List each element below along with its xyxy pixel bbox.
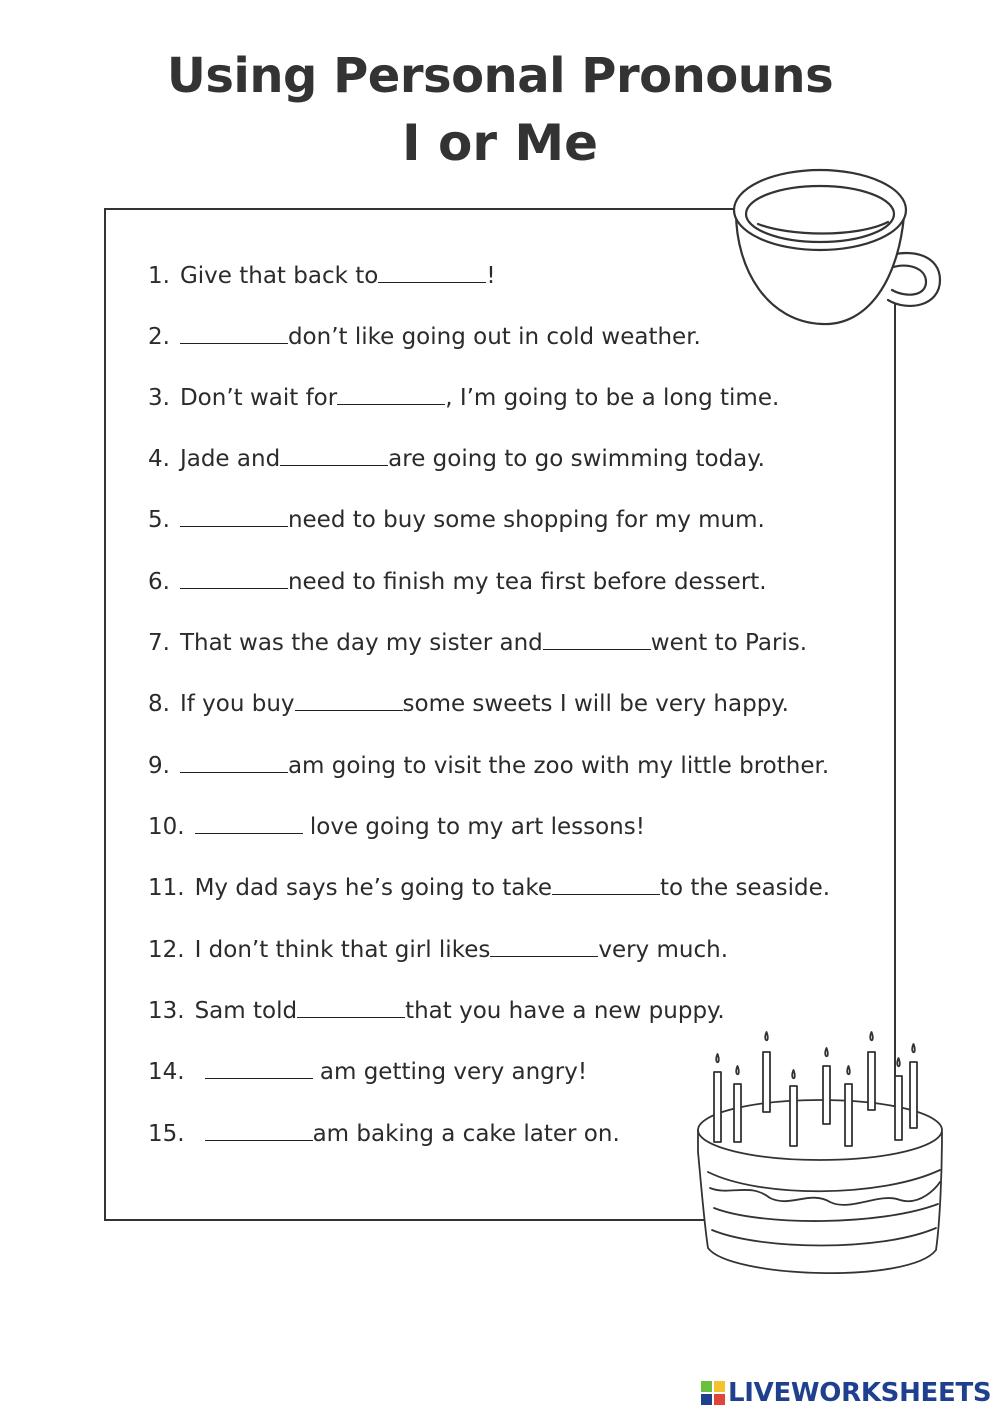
question-number: 14. (148, 1059, 185, 1085)
answer-blank[interactable] (378, 262, 486, 283)
question-text-after: that you have a new puppy. (405, 998, 725, 1024)
question-text-after: to the seaside. (659, 875, 831, 901)
question-text-before: I don’t think that girl likes (194, 937, 491, 963)
question-text-after: love going to my art lessons! (302, 814, 645, 840)
question-text-before: That was the day my sister and (179, 630, 543, 656)
answer-blank[interactable] (552, 874, 660, 895)
answer-blank[interactable] (297, 997, 405, 1018)
question-number: 3. (148, 385, 170, 411)
question-text-after: don’t like going out in cold weather. (287, 324, 701, 350)
question-item (148, 445, 765, 473)
answer-blank[interactable] (295, 690, 403, 711)
birthday-cake-icon (690, 1022, 952, 1292)
question-text-after: am baking a cake later on. (312, 1121, 620, 1147)
question-item (148, 752, 829, 780)
answer-blank[interactable] (180, 323, 288, 344)
worksheet-subtitle: I or Me (401, 114, 599, 172)
question-number: 11. (148, 875, 185, 901)
question-item (148, 813, 645, 841)
question-number: 6. (148, 569, 170, 595)
teacup-icon (728, 160, 950, 340)
question-item (148, 629, 807, 657)
answer-blank[interactable] (180, 506, 288, 527)
question-text-before: If you buy (179, 691, 295, 717)
answer-blank[interactable] (543, 629, 651, 650)
question-item (148, 568, 767, 596)
question-text-after: am getting very angry! (312, 1059, 588, 1085)
question-item (148, 323, 701, 351)
question-number: 4. (148, 446, 170, 472)
question-number: 12. (148, 937, 185, 963)
question-text-after: went to Paris. (650, 630, 808, 656)
question-number: 8. (148, 691, 170, 717)
question-item (148, 1058, 587, 1086)
answer-blank[interactable] (205, 1120, 313, 1141)
question-number: 5. (148, 507, 170, 533)
liveworksheets-logo[interactable] (700, 1378, 991, 1408)
answer-blank[interactable] (205, 1058, 313, 1079)
question-item (148, 936, 728, 964)
question-item (148, 997, 725, 1025)
answer-blank[interactable] (180, 568, 288, 589)
answer-blank[interactable] (337, 384, 445, 405)
question-text-before: Give that back to (179, 263, 379, 289)
question-text-after: ! (486, 263, 496, 289)
question-number: 7. (148, 630, 170, 656)
question-text-after: , I’m going to be a long time. (445, 385, 780, 411)
question-number: 1. (148, 263, 170, 289)
question-text-after: very much. (598, 937, 728, 963)
question-number: 9. (148, 753, 170, 779)
question-item (148, 506, 765, 534)
question-item (148, 1120, 620, 1148)
logo-text: LIVEWORKSHEETS (728, 1378, 992, 1408)
question-number: 15. (148, 1121, 185, 1147)
question-item (148, 384, 779, 412)
worksheet-title: Using Personal Pronouns (166, 48, 834, 104)
question-item (148, 874, 830, 902)
question-text-before: Don’t wait for (179, 385, 338, 411)
question-item (148, 690, 789, 718)
answer-blank[interactable] (280, 445, 388, 466)
question-text-before: Sam told (194, 998, 298, 1024)
question-text-after: some sweets I will be very happy. (402, 691, 789, 717)
question-text-before: My dad says he’s going to take (194, 875, 552, 901)
question-number: 13. (148, 998, 185, 1024)
question-text-after: am going to visit the zoo with my little brother. (287, 753, 830, 779)
question-text-before: Jade and (179, 446, 281, 472)
answer-blank[interactable] (490, 936, 598, 957)
question-text-after: are going to go swimming today. (388, 446, 765, 472)
answer-blank[interactable] (180, 752, 288, 773)
question-item (148, 262, 496, 290)
answer-blank[interactable] (195, 813, 303, 834)
liveworksheets-logo-icon (700, 1380, 726, 1406)
question-text-after: need to buy some shopping for my mum. (287, 507, 765, 533)
question-text-after: need to finish my tea first before dessert. (287, 569, 767, 595)
question-number: 10. (148, 814, 185, 840)
question-number: 2. (148, 324, 170, 350)
